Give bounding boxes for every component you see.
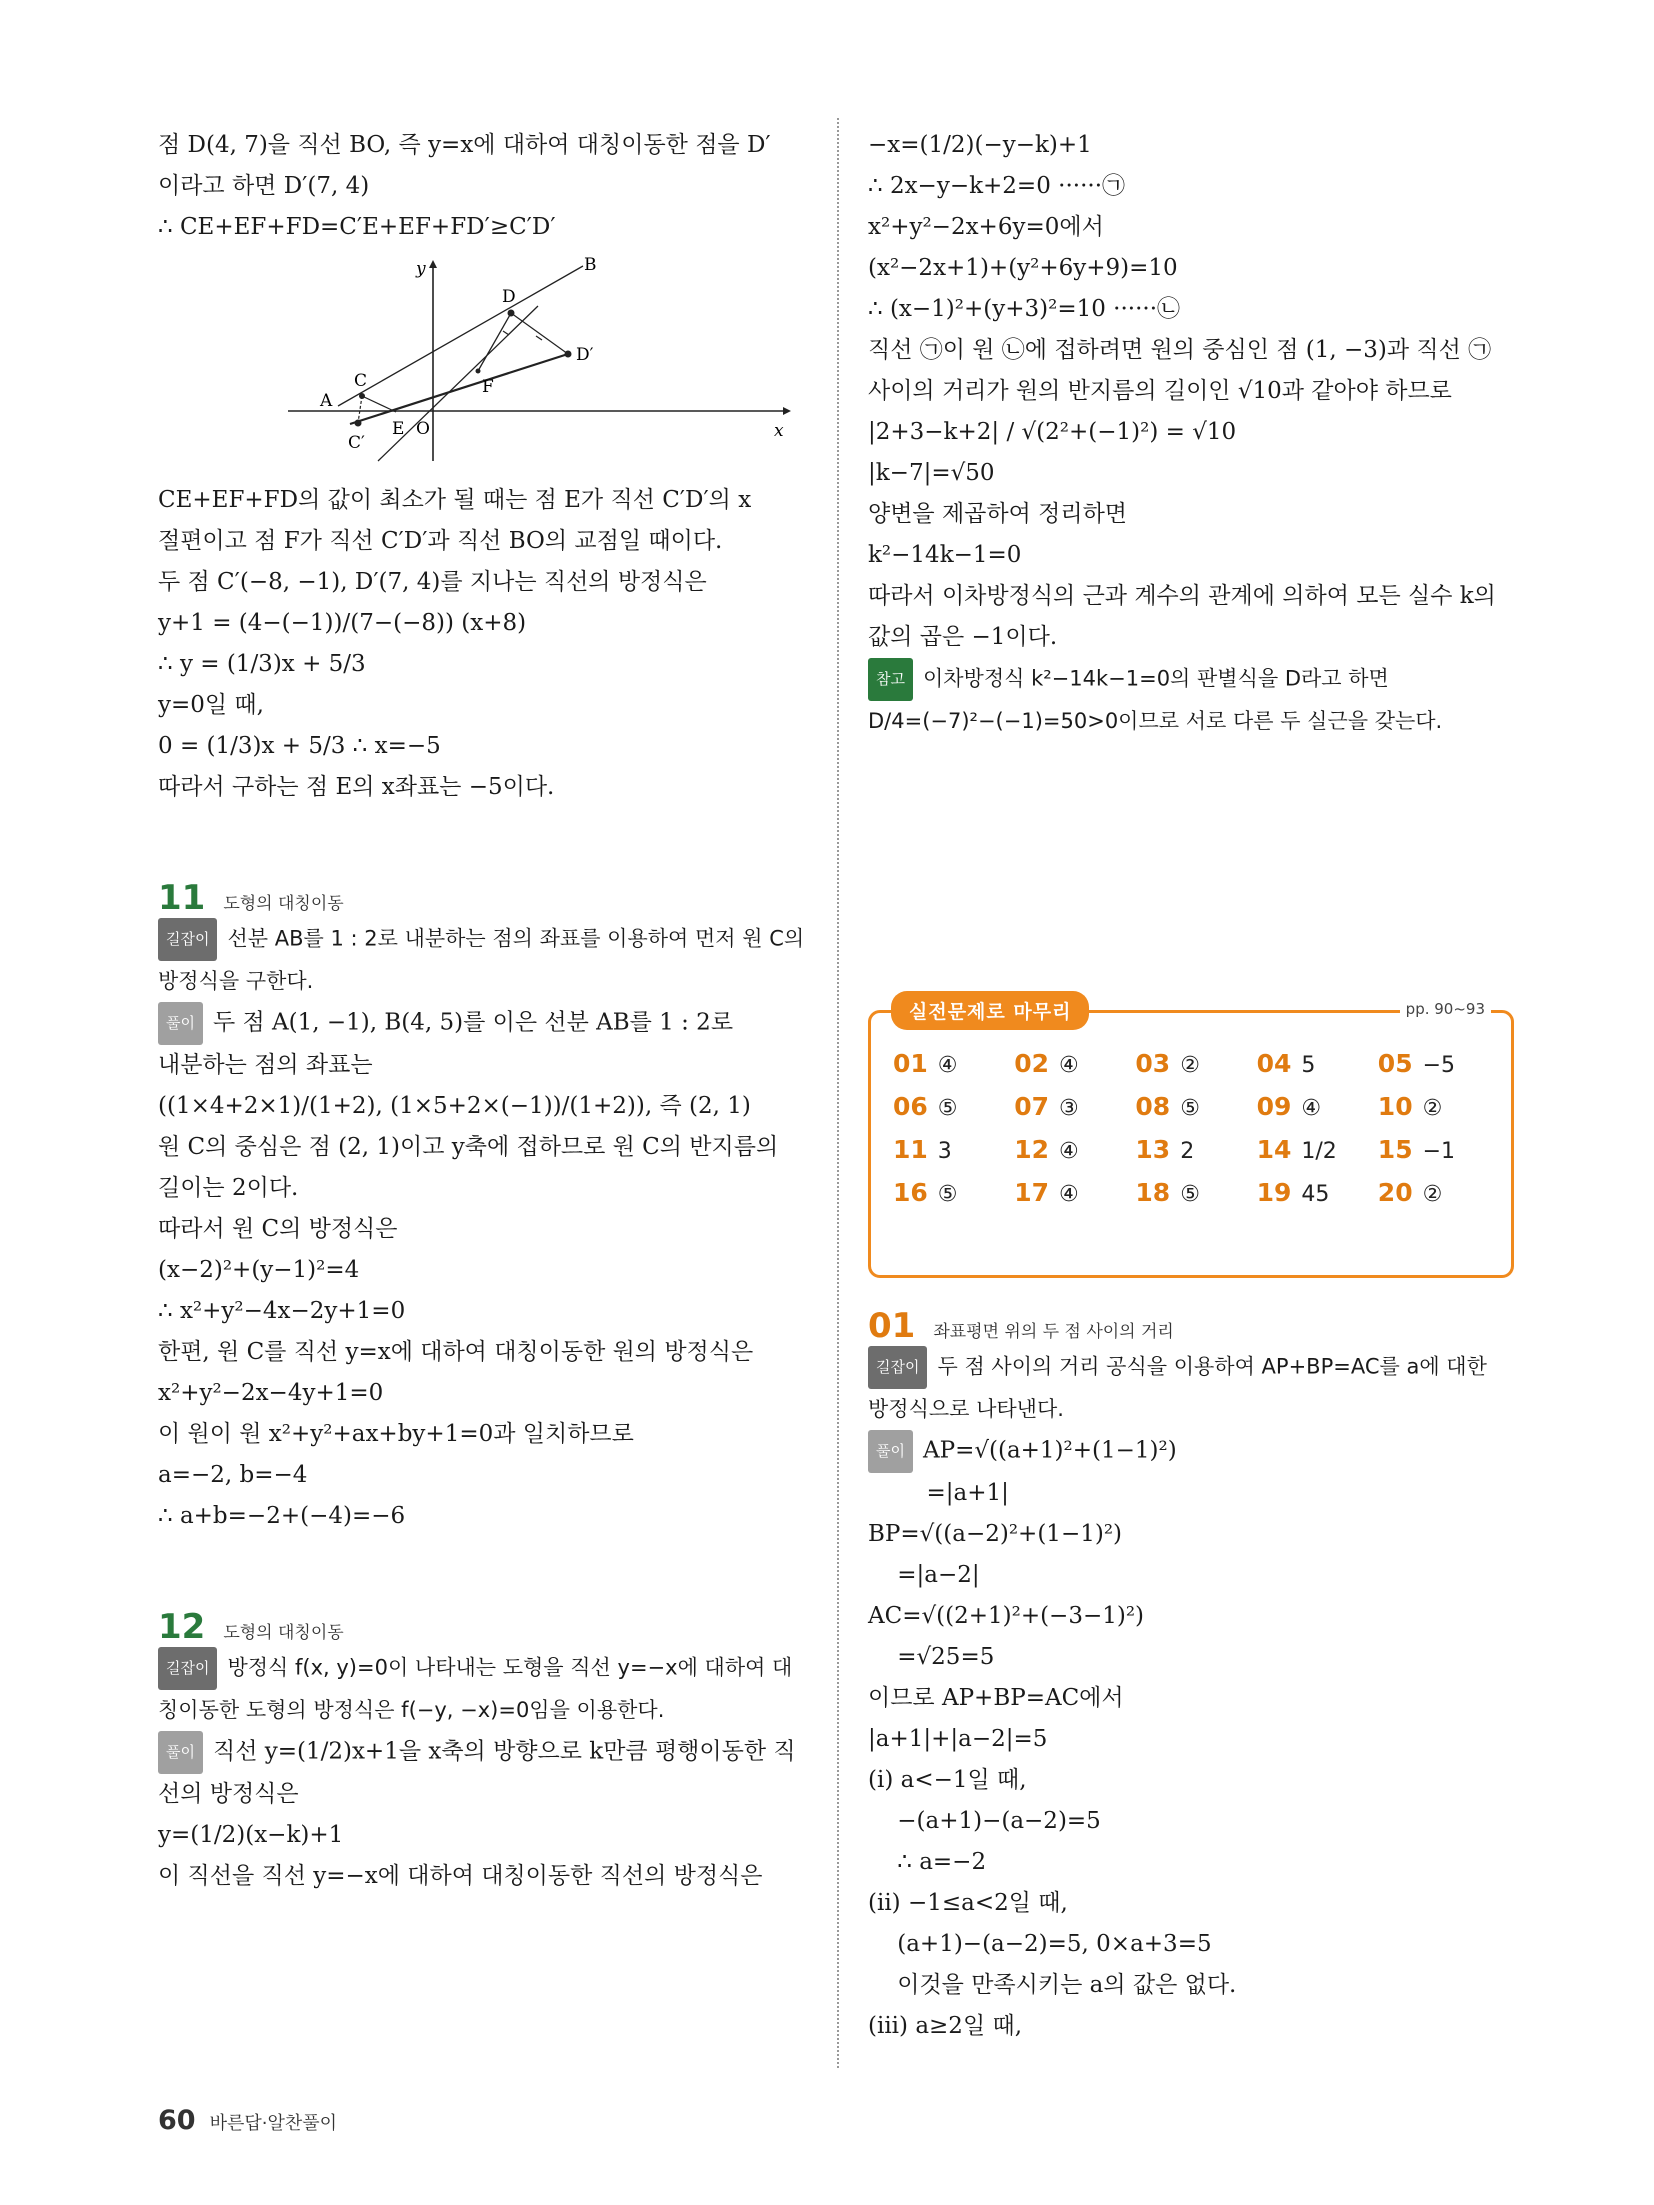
- text-line: 이라고 하면 D′(7, 4): [158, 173, 370, 199]
- guide-line: 방정식을 구한다.: [158, 969, 314, 993]
- answer-value: ②: [1422, 1096, 1443, 1121]
- text-line: 절편이고 점 F가 직선 C′D′과 직선 BO의 교점일 때이다.: [158, 528, 723, 554]
- answer-number: 14: [1256, 1135, 1292, 1164]
- guide-text: 두 점 사이의 거리 공식을 이용하여 AP+BP=AC를 a에 대한: [937, 1354, 1487, 1379]
- answer-value: ②: [1180, 1053, 1200, 1078]
- answer-value: 2: [1180, 1139, 1195, 1164]
- text-line: ∴ CE+EF+FD=C′E+EF+FD′≥C′D′: [158, 214, 556, 240]
- guide-line: [868, 1346, 1520, 1389]
- right-column-lower: [868, 1300, 1520, 2047]
- equation-line: ∴ (x−1)²+(y+3)²=10 ······㉡: [868, 296, 1181, 322]
- answer-value: ②: [1422, 1182, 1443, 1207]
- answer-cell: [1378, 1178, 1499, 1207]
- solution-line: ∴ a+b=−2+(−4)=−6: [158, 1503, 406, 1529]
- solution-line: ∴ a=−2: [868, 1849, 987, 1875]
- label-a: A: [320, 391, 333, 411]
- answer-number: 12: [1014, 1135, 1049, 1164]
- solution-line: =√25=5: [868, 1644, 995, 1670]
- label-b: B: [584, 256, 597, 275]
- text-line: y=0일 때,: [158, 692, 264, 718]
- answer-value: 1/2: [1301, 1139, 1337, 1164]
- equation-line: |k−7|=√50: [868, 460, 995, 486]
- answer-cell: [1257, 1049, 1378, 1078]
- solution-line: (i) a<−1일 때,: [868, 1767, 1027, 1793]
- equation-line: |2+3−k+2| / √(2²+(−1)²) = √10: [868, 419, 1237, 445]
- answer-value: ④: [1058, 1053, 1079, 1078]
- answer-value: 45: [1301, 1182, 1330, 1207]
- answer-cell: [1378, 1135, 1499, 1164]
- solution-line: (iii) a≥2일 때,: [868, 2013, 1023, 2039]
- guide-line: [158, 918, 818, 961]
- problem-title: 도형의 대칭이동: [223, 894, 344, 914]
- text-line: 따라서 구하는 점 E의 x좌표는 −5이다.: [158, 774, 555, 800]
- book-title: 바른답·알찬풀이: [209, 2113, 338, 2134]
- axis-label-y: y: [416, 259, 426, 279]
- solution-line: x²+y²−2x−4y+1=0: [158, 1380, 384, 1406]
- label-e: E: [392, 419, 405, 439]
- solution-line: 이 원이 원 x²+y²+ax+by+1=0과 일치하므로: [158, 1421, 634, 1447]
- note-line: D/4=(−7)²−(−1)=50>0이므로 서로 다른 두 실근을 갖는다.: [868, 709, 1443, 733]
- answer-key-pages: pp. 90~93: [1400, 1000, 1491, 1018]
- answer-value: 3: [937, 1139, 952, 1164]
- equation-line: ∴ y = (1/3)x + 5/3: [158, 651, 366, 677]
- answer-cell: [1014, 1049, 1135, 1078]
- solution-tag: 풀이: [158, 1002, 203, 1045]
- answer-cell: [1378, 1049, 1499, 1078]
- label-f: F: [482, 377, 494, 397]
- answer-value: ⑤: [937, 1096, 958, 1121]
- page-number: 60: [158, 2105, 196, 2136]
- answer-cell: [893, 1178, 1014, 1207]
- answer-cell: [1014, 1178, 1135, 1207]
- answer-value: ③: [1058, 1096, 1079, 1121]
- answer-value: ⑤: [937, 1182, 958, 1207]
- equation-line: −x=(1/2)(−y−k)+1: [868, 132, 1092, 158]
- solution-line: [158, 1002, 818, 1045]
- guide-tag: 길잡이: [158, 1647, 217, 1690]
- label-c-prime: C′: [348, 433, 365, 453]
- answer-number: 20: [1377, 1178, 1413, 1207]
- guide-line: 칭이동한 도형의 방정식은 f(−y, −x)=0임을 이용한다.: [158, 1698, 665, 1722]
- text-line: 값의 곱은 −1이다.: [868, 624, 1058, 650]
- solution-line: 선의 방정식은: [158, 1781, 299, 1807]
- answer-value: −1: [1422, 1139, 1456, 1164]
- answer-number: 11: [893, 1135, 928, 1164]
- solution-line: 이므로 AP+BP=AC에서: [868, 1685, 1124, 1711]
- coordinate-diagram: [158, 256, 818, 466]
- note-text: 이차방정식 k²−14k−1=0의 판별식을 D라고 하면: [922, 666, 1389, 691]
- solution-line: 원 C의 중심은 점 (2, 1)이고 y축에 접하므로 원 C의 반지름의: [158, 1134, 779, 1160]
- problem-number: 11: [158, 878, 206, 918]
- note-line: [868, 658, 1520, 701]
- note-tag: 참고: [868, 658, 913, 701]
- column-divider: [837, 118, 839, 2068]
- solution-line: AC=√((2+1)²+(−3−1)²): [868, 1603, 1145, 1629]
- solution-tag: 풀이: [158, 1731, 203, 1774]
- solution-line: 이 직선을 직선 y=−x에 대하여 대칭이동한 직선의 방정식은: [158, 1863, 763, 1889]
- solution-line: [158, 1731, 818, 1774]
- answer-number: 06: [893, 1092, 928, 1121]
- equation-line: k²−14k−1=0: [868, 542, 1022, 568]
- solution-line: BP=√((a−2)²+(1−1)²): [868, 1521, 1123, 1547]
- guide-tag: 길잡이: [158, 918, 217, 961]
- guide-text: 방정식 f(x, y)=0이 나타내는 도형을 직선 y=−x에 대하여 대: [227, 1655, 793, 1680]
- answer-number: 16: [893, 1178, 928, 1207]
- solution-line: (x−2)²+(y−1)²=4: [158, 1257, 360, 1283]
- solution-line: ∴ x²+y²−4x−2y+1=0: [158, 1298, 406, 1324]
- equation-line: ∴ 2x−y−k+2=0 ······㉠: [868, 173, 1126, 199]
- answer-number: 15: [1377, 1135, 1413, 1164]
- answer-number: 01: [893, 1049, 928, 1078]
- answer-cell: [1135, 1049, 1256, 1078]
- answer-number: 05: [1377, 1049, 1413, 1078]
- text-line: 따라서 이차방정식의 근과 계수의 관계에 의하여 모든 실수 k의: [868, 583, 1496, 609]
- solution-line: =|a+1|: [868, 1480, 1009, 1506]
- solution-line: 한편, 원 C를 직선 y=x에 대하여 대칭이동한 원의 방정식은: [158, 1339, 754, 1365]
- right-column: [868, 125, 1520, 742]
- answer-number: 18: [1135, 1178, 1171, 1207]
- solution-line: 따라서 원 C의 방정식은: [158, 1216, 398, 1242]
- text-line: 점 D(4, 7)을 직선 BO, 즉 y=x에 대하여 대칭이동한 점을 D′: [158, 132, 771, 158]
- solution-line: 이것을 만족시키는 a의 값은 없다.: [868, 1972, 1237, 1998]
- left-column: [158, 125, 818, 1897]
- answer-number: 07: [1014, 1092, 1049, 1121]
- solution-line: y=(1/2)(x−k)+1: [158, 1822, 344, 1848]
- answer-number: 10: [1377, 1092, 1413, 1121]
- solution-line: 길이는 2이다.: [158, 1175, 299, 1201]
- guide-text: 선분 AB를 1 : 2로 내분하는 점의 좌표를 이용하여 먼저 원 C의: [227, 926, 805, 951]
- label-d: D: [502, 287, 516, 307]
- answer-number: 17: [1014, 1178, 1049, 1207]
- label-c: C: [354, 371, 368, 391]
- text-line: 양변을 제곱하여 정리하면: [868, 501, 1128, 527]
- solution-line: ((1×4+2×1)/(1+2), (1×5+2×(−1))/(1+2)), 즉 (2, 1): [158, 1093, 751, 1119]
- answer-cell: [1257, 1178, 1378, 1207]
- problem-number: 01: [868, 1306, 916, 1346]
- answer-number: 02: [1014, 1049, 1049, 1078]
- answer-value: ④: [1058, 1182, 1079, 1207]
- answer-value: ④: [1058, 1139, 1079, 1164]
- answer-cell: [1257, 1092, 1378, 1121]
- solution-tag: 풀이: [868, 1430, 913, 1473]
- answer-cell: [1135, 1178, 1256, 1207]
- solution-line: =|a−2|: [868, 1562, 980, 1588]
- label-origin: O: [416, 419, 430, 439]
- answer-number: 09: [1256, 1092, 1292, 1121]
- answer-number: 13: [1135, 1135, 1171, 1164]
- answer-number: 03: [1135, 1049, 1171, 1078]
- answer-cell: [1014, 1135, 1135, 1164]
- answer-value: ④: [937, 1053, 958, 1078]
- guide-tag: 길잡이: [868, 1346, 927, 1389]
- problem-01-header: [868, 1306, 1520, 1346]
- answer-number: 08: [1135, 1092, 1171, 1121]
- solution-line: (a+1)−(a−2)=5, 0×a+3=5: [868, 1931, 1212, 1957]
- equation-line: 0 = (1/3)x + 5/3 ∴ x=−5: [158, 733, 441, 759]
- solution-text: 직선 y=(1/2)x+1을 x축의 방향으로 k만큼 평행이동한 직: [212, 1738, 796, 1765]
- solution-line: |a+1|+|a−2|=5: [868, 1726, 1048, 1752]
- reflection-diagram: [278, 256, 798, 466]
- problem-12-header: [158, 1607, 818, 1647]
- text-line: 두 점 C′(−8, −1), D′(7, 4)를 지나는 직선의 방정식은: [158, 569, 707, 595]
- answer-key-title: 실전문제로 마무리: [891, 991, 1089, 1030]
- answer-cell: [1257, 1135, 1378, 1164]
- solution-text: AP=√((a+1)²+(1−1)²): [922, 1437, 1177, 1464]
- text-line: 직선 ㉠이 원 ㉡에 접하려면 원의 중심인 점 (1, −3)과 직선 ㉠: [868, 337, 1492, 363]
- answer-value: ⑤: [1180, 1096, 1200, 1121]
- solution-text: 두 점 A(1, −1), B(4, 5)를 이은 선분 AB를 1 : 2로: [212, 1009, 734, 1036]
- problem-11-header: [158, 878, 818, 918]
- answer-value: ⑤: [1180, 1182, 1200, 1207]
- problem-title: 도형의 대칭이동: [223, 1623, 344, 1643]
- answer-grid: [893, 1049, 1499, 1207]
- answer-number: 19: [1256, 1178, 1292, 1207]
- solution-line: a=−2, b=−4: [158, 1462, 308, 1488]
- solution-line: 내분하는 점의 좌표는: [158, 1052, 373, 1078]
- answer-number: 04: [1256, 1049, 1292, 1078]
- label-d-prime: D′: [576, 345, 594, 365]
- text-line: CE+EF+FD의 값이 최소가 될 때는 점 E가 직선 C′D′의 x: [158, 487, 752, 513]
- answer-cell: [893, 1135, 1014, 1164]
- axis-label-x: x: [774, 421, 784, 441]
- problem-title: 좌표평면 위의 두 점 사이의 거리: [933, 1322, 1174, 1342]
- answer-cell: [1135, 1092, 1256, 1121]
- answer-value: −5: [1422, 1053, 1456, 1078]
- text-line: 사이의 거리가 원의 반지름의 길이인 √10과 같아야 하므로: [868, 378, 1452, 404]
- guide-line: [158, 1647, 818, 1690]
- answer-cell: [893, 1092, 1014, 1121]
- solution-line: −(a+1)−(a−2)=5: [868, 1808, 1101, 1834]
- answer-cell: [1378, 1092, 1499, 1121]
- solution-line: (ii) −1≤a<2일 때,: [868, 1890, 1068, 1916]
- guide-line: 방정식으로 나타낸다.: [868, 1397, 1064, 1421]
- answer-value: 5: [1301, 1053, 1316, 1078]
- equation-line: x²+y²−2x+6y=0에서: [868, 214, 1104, 240]
- answer-cell: [893, 1049, 1014, 1078]
- equation-line: (x²−2x+1)+(y²+6y+9)=10: [868, 255, 1178, 281]
- answer-value: ④: [1301, 1096, 1322, 1121]
- problem-number: 12: [158, 1607, 206, 1647]
- equation-line: y+1 = (4−(−1))/(7−(−8)) (x+8): [158, 610, 527, 636]
- answer-cell: [1135, 1135, 1256, 1164]
- answer-key-box: [868, 1000, 1514, 1278]
- page-footer: [158, 2105, 337, 2136]
- solution-line: [868, 1430, 1520, 1473]
- answer-cell: [1014, 1092, 1135, 1121]
